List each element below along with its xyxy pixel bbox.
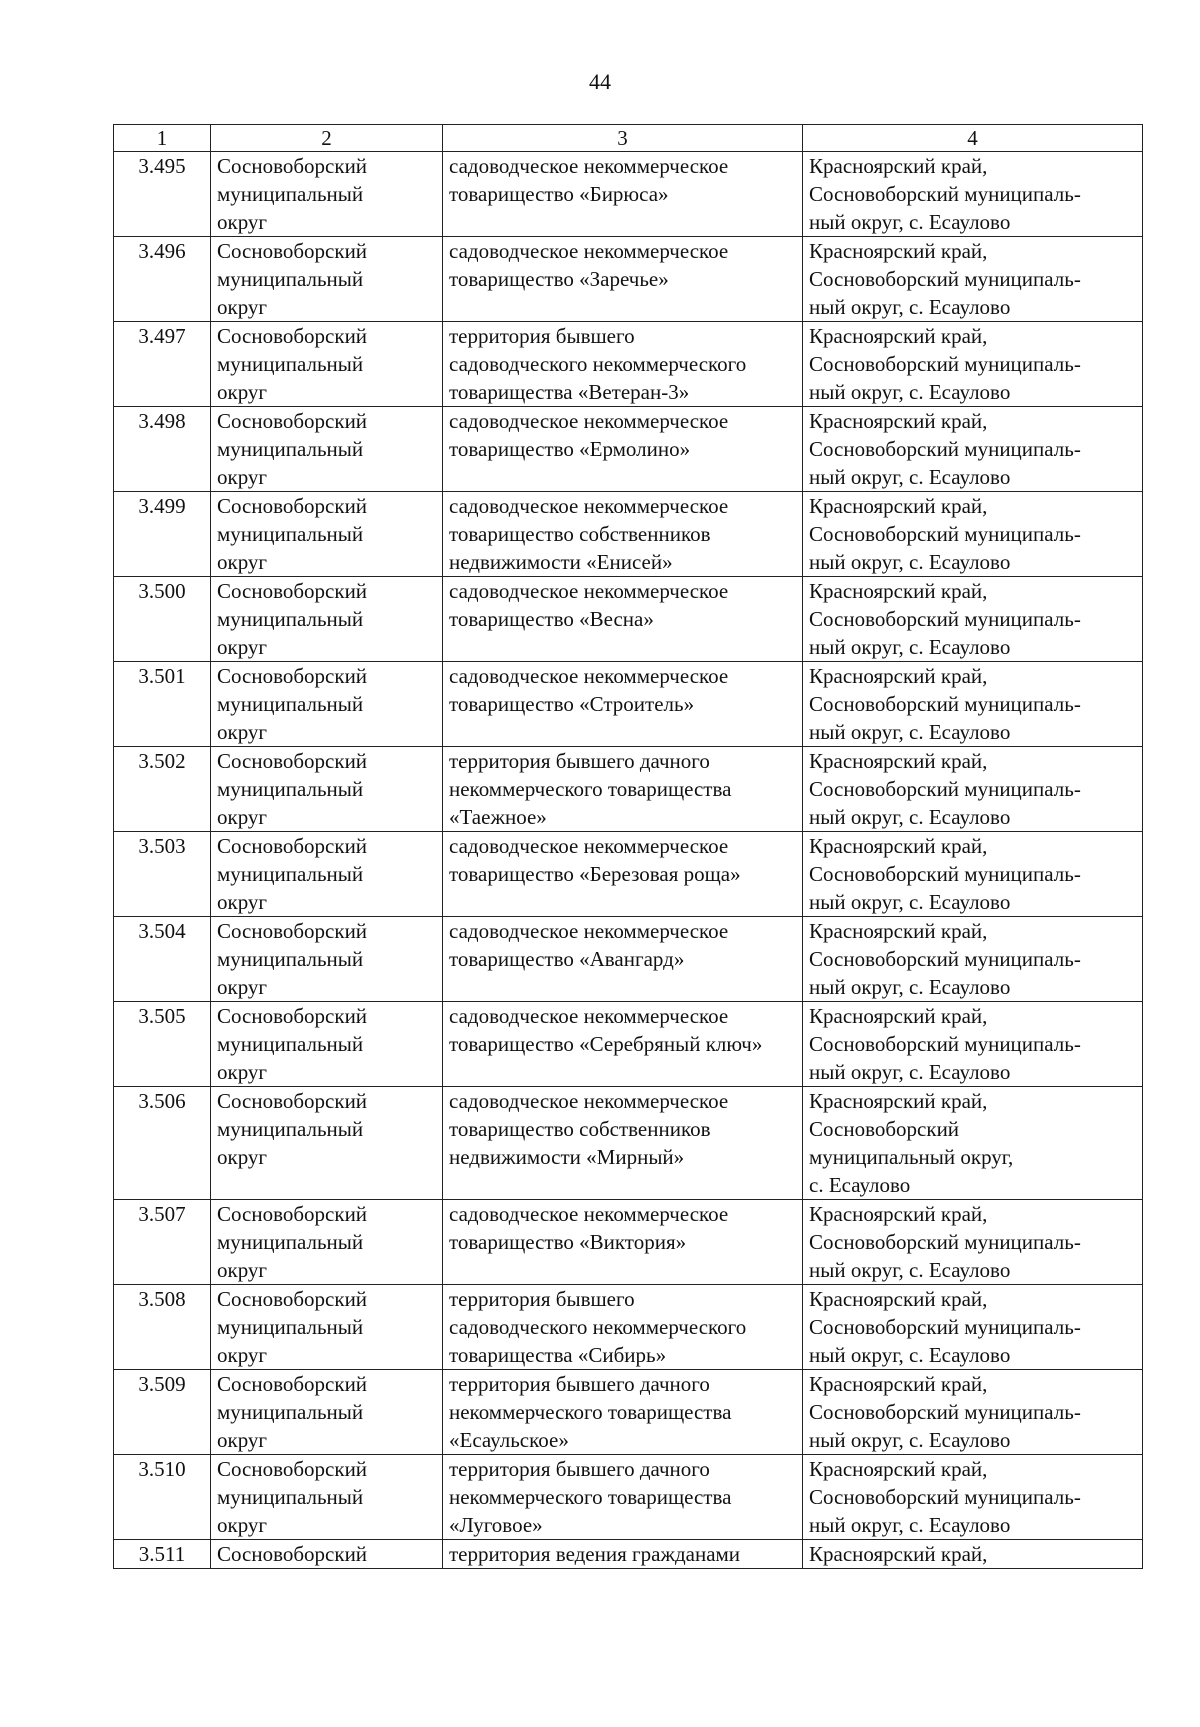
object-cell [443, 407, 803, 492]
object-cell-line: садоводческое некоммерческое [449, 1202, 729, 1226]
district-cell-line: муниципальный [217, 692, 364, 716]
table-row [114, 917, 1143, 1002]
location-cell [803, 917, 1143, 1002]
object-cell-line: «Есаульское» [449, 1428, 569, 1452]
table-row [114, 1285, 1143, 1370]
location-cell-line: ный округ, с. Есаулово [809, 1060, 1011, 1084]
row-number-cell: 3.507 [114, 1200, 211, 1285]
table-row [114, 662, 1143, 747]
page-number: 44 [589, 69, 611, 94]
location-cell-line: ный округ, с. Есаулово [809, 295, 1011, 319]
location-cell [803, 1540, 1143, 1569]
object-cell [443, 747, 803, 832]
district-cell-line: округ [217, 1145, 268, 1169]
district-cell-line: Сосновоборский [217, 1202, 368, 1226]
district-cell-line: Сосновоборский [217, 1004, 368, 1028]
location-cell-line: Сосновоборский муниципаль- [809, 692, 1081, 716]
row-number-cell: 3.502 [114, 747, 211, 832]
object-cell [443, 1087, 803, 1200]
district-cell-line: округ [217, 720, 268, 744]
object-cell-line: садоводческое некоммерческое [449, 579, 729, 603]
district-cell-line: округ [217, 1513, 268, 1537]
row-number-cell: 3.501 [114, 662, 211, 747]
object-cell-line: товарищество «Строитель» [449, 692, 695, 716]
location-cell-line: Красноярский край, [809, 1287, 988, 1311]
district-cell [211, 237, 443, 322]
row-number-cell: 3.500 [114, 577, 211, 662]
object-cell-line: недвижимости «Мирный» [449, 1145, 685, 1169]
district-cell-line: Сосновоборский [217, 919, 368, 943]
object-cell-line: садоводческое некоммерческое [449, 664, 729, 688]
column-header-location: 4 [803, 125, 1143, 152]
object-cell-line: товарищества «Ветеран-3» [449, 380, 690, 404]
object-cell-line: товарищества «Сибирь» [449, 1343, 667, 1367]
district-cell-line: округ [217, 890, 268, 914]
district-cell-line: Сосновоборский [217, 834, 368, 858]
district-cell-line: округ [217, 380, 268, 404]
district-cell-line: муниципальный [217, 1117, 364, 1141]
location-cell-line: ный округ, с. Есаулово [809, 380, 1011, 404]
location-cell-line: Сосновоборский муниципаль- [809, 1032, 1081, 1056]
district-cell-line: Сосновоборский [217, 749, 368, 773]
table-header [114, 125, 1143, 152]
district-cell [211, 832, 443, 917]
object-cell [443, 1455, 803, 1540]
column-header-district: 2 [211, 125, 443, 152]
location-cell-line: Сосновоборский муниципаль- [809, 352, 1081, 376]
location-cell-line: ный округ, с. Есаулово [809, 465, 1011, 489]
district-cell [211, 1540, 443, 1569]
location-cell-line: ный округ, с. Есаулово [809, 890, 1011, 914]
location-cell-line: муниципальный округ, [809, 1145, 1014, 1169]
object-cell-line: товарищество собственников [449, 1117, 711, 1141]
table-row [114, 1455, 1143, 1540]
row-number-cell: 3.498 [114, 407, 211, 492]
district-cell-line: муниципальный [217, 267, 364, 291]
object-cell-line: некоммерческого товарищества [449, 1485, 732, 1509]
object-cell-line: товарищество «Виктория» [449, 1230, 687, 1254]
district-cell [211, 152, 443, 237]
location-cell-line: с. Есаулово [809, 1173, 911, 1197]
district-cell-line: муниципальный [217, 862, 364, 886]
object-cell-line: товарищество «Березовая роща» [449, 862, 741, 886]
table-row [114, 1200, 1143, 1285]
row-number-cell: 3.508 [114, 1285, 211, 1370]
location-cell-line: Красноярский край, [809, 749, 988, 773]
object-cell-line: садоводческое некоммерческое [449, 239, 729, 263]
location-cell [803, 237, 1143, 322]
table-row [114, 1002, 1143, 1087]
district-cell-line: округ [217, 465, 268, 489]
district-cell-line: муниципальный [217, 522, 364, 546]
row-number-cell: 3.505 [114, 1002, 211, 1087]
location-cell-line: Сосновоборский муниципаль- [809, 1315, 1081, 1339]
district-cell-line: Сосновоборский [217, 664, 368, 688]
district-cell-line: Сосновоборский [217, 409, 368, 433]
column-header-number: 1 [114, 125, 211, 152]
location-cell-line: ный округ, с. Есаулово [809, 1343, 1011, 1367]
table-row [114, 322, 1143, 407]
district-cell-line: Сосновоборский [217, 1089, 368, 1113]
district-cell-line: округ [217, 1343, 268, 1367]
district-cell-line: муниципальный [217, 352, 364, 376]
object-cell-line: товарищество «Ермолино» [449, 437, 691, 461]
district-cell [211, 322, 443, 407]
district-cell [211, 407, 443, 492]
location-cell-line: ный округ, с. Есаулово [809, 720, 1011, 744]
district-cell [211, 1370, 443, 1455]
district-cell [211, 1002, 443, 1087]
district-cell-line: Сосновоборский [217, 239, 368, 263]
column-header-object: 3 [443, 125, 803, 152]
district-cell-line: округ [217, 295, 268, 319]
location-cell-line: Сосновоборский муниципаль- [809, 1230, 1081, 1254]
district-cell [211, 747, 443, 832]
district-cell [211, 492, 443, 577]
object-cell-line: садоводческое некоммерческое [449, 1089, 729, 1113]
location-cell-line: ный округ, с. Есаулово [809, 805, 1011, 829]
district-cell-line: округ [217, 1428, 268, 1452]
district-cell-line: округ [217, 1060, 268, 1084]
object-cell-line: товарищество «Авангард» [449, 947, 685, 971]
object-cell [443, 832, 803, 917]
district-cell-line: муниципальный [217, 1032, 364, 1056]
object-cell-line: недвижимости «Енисей» [449, 550, 673, 574]
table-row [114, 152, 1143, 237]
table-body [114, 152, 1143, 1569]
object-cell-line: садоводческое некоммерческое [449, 919, 729, 943]
location-cell-line: Красноярский край, [809, 664, 988, 688]
row-number-cell: 3.503 [114, 832, 211, 917]
object-cell-line: садоводческого некоммерческого [449, 352, 747, 376]
district-cell-line: муниципальный [217, 777, 364, 801]
location-cell [803, 407, 1143, 492]
district-cell-line: Сосновоборский [217, 1287, 368, 1311]
row-number-cell: 3.497 [114, 322, 211, 407]
object-cell-line: территория бывшего [449, 1287, 635, 1311]
location-cell-line: ный округ, с. Есаулово [809, 1428, 1011, 1452]
district-cell-line: Сосновоборский [217, 1542, 368, 1566]
object-cell-line: территория бывшего дачного [449, 1372, 710, 1396]
location-cell [803, 832, 1143, 917]
row-number-cell: 3.496 [114, 237, 211, 322]
location-cell-line: Красноярский край, [809, 409, 988, 433]
header-row [114, 125, 1143, 152]
location-cell [803, 322, 1143, 407]
district-cell-line: Сосновоборский [217, 1372, 368, 1396]
location-cell-line: Сосновоборский муниципаль- [809, 522, 1081, 546]
location-cell-line: ный округ, с. Есаулово [809, 635, 1011, 659]
location-cell-line: Сосновоборский муниципаль- [809, 1485, 1081, 1509]
object-cell-line: некоммерческого товарищества [449, 1400, 732, 1424]
location-cell [803, 1370, 1143, 1455]
district-cell [211, 577, 443, 662]
location-cell [803, 1200, 1143, 1285]
object-cell-line: территория бывшего дачного [449, 749, 710, 773]
location-cell [803, 747, 1143, 832]
object-cell-line: территория бывшего дачного [449, 1457, 710, 1481]
district-cell-line: округ [217, 210, 268, 234]
object-cell-line: территория бывшего [449, 324, 635, 348]
location-cell [803, 1087, 1143, 1200]
object-cell-line: садоводческое некоммерческое [449, 409, 729, 433]
row-number-cell: 3.509 [114, 1370, 211, 1455]
table-row [114, 1540, 1143, 1569]
row-number-cell: 3.511 [114, 1540, 211, 1569]
district-cell-line: округ [217, 635, 268, 659]
location-cell-line: ный округ, с. Есаулово [809, 1258, 1011, 1282]
district-cell [211, 1285, 443, 1370]
object-cell-line: товарищество «Серебряный ключ» [449, 1032, 763, 1056]
table-row [114, 1370, 1143, 1455]
table-row [114, 492, 1143, 577]
location-cell-line: ный округ, с. Есаулово [809, 1513, 1011, 1537]
location-cell-line: Красноярский край, [809, 324, 988, 348]
register-table [113, 124, 1143, 1569]
district-cell-line: муниципальный [217, 1485, 364, 1509]
location-cell-line: Красноярский край, [809, 1372, 988, 1396]
object-cell-line: территория ведения гражданами [449, 1542, 741, 1566]
table-row [114, 237, 1143, 322]
row-number-cell: 3.504 [114, 917, 211, 1002]
object-cell [443, 1285, 803, 1370]
district-cell-line: Сосновоборский [217, 154, 368, 178]
object-cell-line: некоммерческого товарищества [449, 777, 732, 801]
location-cell-line: Красноярский край, [809, 834, 988, 858]
object-cell-line: «Таежное» [449, 805, 547, 829]
object-cell-line: товарищество «Заречье» [449, 267, 669, 291]
district-cell [211, 1200, 443, 1285]
table-row [114, 577, 1143, 662]
object-cell-line: садоводческое некоммерческое [449, 834, 729, 858]
location-cell-line: ный округ, с. Есаулово [809, 550, 1011, 574]
district-cell-line: Сосновоборский [217, 579, 368, 603]
location-cell-line: Сосновоборский муниципаль- [809, 777, 1081, 801]
row-number-cell: 3.506 [114, 1087, 211, 1200]
table-row [114, 747, 1143, 832]
location-cell-line: Сосновоборский муниципаль- [809, 947, 1081, 971]
object-cell-line: товарищество «Бирюса» [449, 182, 669, 206]
location-cell-line: Сосновоборский муниципаль- [809, 1400, 1081, 1424]
row-number-cell: 3.499 [114, 492, 211, 577]
location-cell [803, 1002, 1143, 1087]
district-cell-line: Сосновоборский [217, 1457, 368, 1481]
district-cell [211, 1455, 443, 1540]
district-cell [211, 662, 443, 747]
location-cell-line: ный округ, с. Есаулово [809, 975, 1011, 999]
object-cell-line: садоводческое некоммерческое [449, 494, 729, 518]
location-cell [803, 662, 1143, 747]
location-cell-line: Красноярский край, [809, 1004, 988, 1028]
object-cell-line: товарищество «Весна» [449, 607, 654, 631]
object-cell [443, 1200, 803, 1285]
object-cell [443, 577, 803, 662]
object-cell [443, 1370, 803, 1455]
district-cell-line: муниципальный [217, 1230, 364, 1254]
district-cell-line: муниципальный [217, 1400, 364, 1424]
location-cell-line: Красноярский край, [809, 1542, 988, 1566]
location-cell-line: ный округ, с. Есаулово [809, 210, 1011, 234]
district-cell [211, 1087, 443, 1200]
object-cell [443, 492, 803, 577]
district-cell [211, 917, 443, 1002]
location-cell [803, 577, 1143, 662]
location-cell-line: Сосновоборский [809, 1117, 960, 1141]
object-cell-line: товарищество собственников [449, 522, 711, 546]
location-cell [803, 1285, 1143, 1370]
district-cell-line: муниципальный [217, 947, 364, 971]
district-cell-line: муниципальный [217, 607, 364, 631]
table-row [114, 407, 1143, 492]
location-cell-line: Красноярский край, [809, 239, 988, 263]
object-cell-line: садоводческого некоммерческого [449, 1315, 747, 1339]
location-cell-line: Красноярский край, [809, 919, 988, 943]
location-cell-line: Красноярский край, [809, 154, 988, 178]
district-cell-line: округ [217, 550, 268, 574]
location-cell-line: Красноярский край, [809, 1089, 988, 1113]
object-cell [443, 917, 803, 1002]
location-cell-line: Сосновоборский муниципаль- [809, 437, 1081, 461]
object-cell [443, 1002, 803, 1087]
location-cell-line: Сосновоборский муниципаль- [809, 607, 1081, 631]
location-cell [803, 152, 1143, 237]
location-cell-line: Сосновоборский муниципаль- [809, 862, 1081, 886]
object-cell [443, 662, 803, 747]
object-cell [443, 322, 803, 407]
district-cell-line: округ [217, 975, 268, 999]
location-cell-line: Сосновоборский муниципаль- [809, 182, 1081, 206]
location-cell-line: Сосновоборский муниципаль- [809, 267, 1081, 291]
district-cell-line: Сосновоборский [217, 324, 368, 348]
object-cell [443, 1540, 803, 1569]
district-cell-line: муниципальный [217, 437, 364, 461]
district-cell-line: Сосновоборский [217, 494, 368, 518]
table-row [114, 1087, 1143, 1200]
object-cell [443, 152, 803, 237]
location-cell-line: Красноярский край, [809, 1457, 988, 1481]
object-cell-line: садоводческое некоммерческое [449, 154, 729, 178]
district-cell-line: округ [217, 1258, 268, 1282]
table-row [114, 832, 1143, 917]
location-cell-line: Красноярский край, [809, 579, 988, 603]
object-cell-line: «Луговое» [449, 1513, 543, 1537]
object-cell-line: садоводческое некоммерческое [449, 1004, 729, 1028]
location-cell [803, 1455, 1143, 1540]
row-number-cell: 3.495 [114, 152, 211, 237]
location-cell-line: Красноярский край, [809, 1202, 988, 1226]
location-cell-line: Красноярский край, [809, 494, 988, 518]
object-cell [443, 237, 803, 322]
district-cell-line: муниципальный [217, 182, 364, 206]
district-cell-line: муниципальный [217, 1315, 364, 1339]
row-number-cell: 3.510 [114, 1455, 211, 1540]
district-cell-line: округ [217, 805, 268, 829]
location-cell [803, 492, 1143, 577]
